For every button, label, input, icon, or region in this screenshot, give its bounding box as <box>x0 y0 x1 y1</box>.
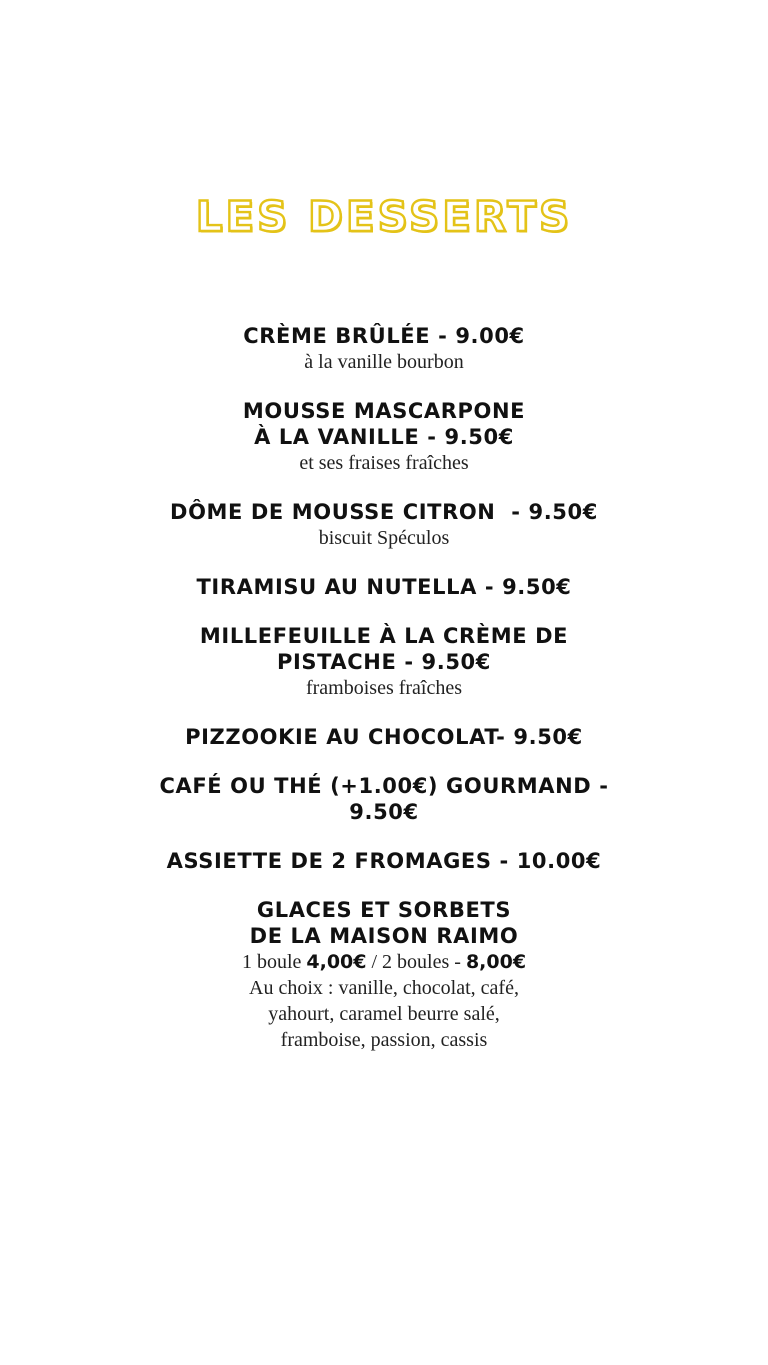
glaces-two-scoops-price: 8,00€ <box>465 951 527 973</box>
glaces-flavors: framboise, passion, cassis <box>280 1029 488 1051</box>
menu-title: LES DESSERTS <box>195 192 573 241</box>
dessert-description: biscuit Spéculos <box>318 527 450 549</box>
dessert-item <box>0 398 768 476</box>
glaces-one-scoop-price: 4,00€ <box>306 951 367 973</box>
dessert-name: PIZZOOKIE AU CHOCOLAT- 9.50€ <box>185 725 583 749</box>
glaces-name: GLACES ET SORBETS <box>256 898 512 922</box>
glaces-flavors: Au choix : vanille, chocolat, café, <box>249 977 519 999</box>
dessert-name: DÔME DE MOUSSE CITRON - 9.50€ <box>170 500 598 524</box>
dessert-item <box>0 848 768 874</box>
glaces-item <box>0 897 768 1053</box>
dessert-item <box>0 499 768 551</box>
dessert-name: ASSIETTE DE 2 FROMAGES - 10.00€ <box>166 849 602 873</box>
dessert-name: PISTACHE - 9.50€ <box>277 650 491 674</box>
glaces-flavors: yahourt, caramel beurre salé, <box>268 1003 500 1025</box>
dessert-name: 9.50€ <box>349 800 419 824</box>
glaces-one-scoop-label: 1 boule <box>241 951 307 973</box>
dessert-description: et ses fraises fraîches <box>299 452 469 474</box>
dessert-name: À LA VANILLE - 9.50€ <box>254 425 514 449</box>
dessert-name: MOUSSE MASCARPONE <box>242 399 526 423</box>
dessert-item <box>0 773 768 825</box>
dessert-name: CRÈME BRÛLÉE - 9.00€ <box>243 324 525 348</box>
glaces-two-scoops-label: / 2 boules - <box>366 951 466 973</box>
dessert-description: framboises fraîches <box>305 677 463 699</box>
dessert-list <box>0 323 768 1076</box>
dessert-item <box>0 623 768 701</box>
dessert-name: TIRAMISU AU NUTELLA - 9.50€ <box>196 575 572 599</box>
glaces-name: DE LA MAISON RAIMO <box>249 924 519 948</box>
dessert-name: MILLEFEUILLE À LA CRÈME DE <box>199 624 569 648</box>
glaces-price-line <box>0 949 768 975</box>
dessert-item <box>0 323 768 375</box>
dessert-name: CAFÉ OU THÉ (+1.00€) GOURMAND - <box>159 774 609 798</box>
dessert-description: à la vanille bourbon <box>304 351 464 373</box>
dessert-item <box>0 724 768 750</box>
dessert-item <box>0 574 768 600</box>
